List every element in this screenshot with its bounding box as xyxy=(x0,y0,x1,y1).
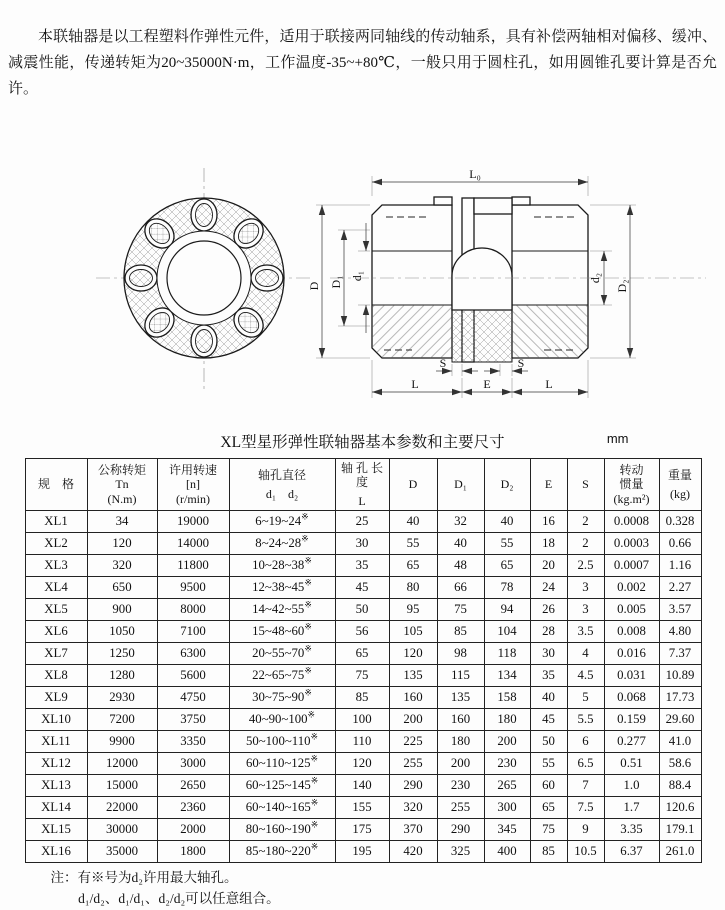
cell-inertia: 0.002 xyxy=(604,577,659,599)
cell-D: 200 xyxy=(389,709,437,731)
bore-max-mark: ※ xyxy=(304,665,312,676)
cell-D2: 118 xyxy=(484,643,530,665)
cell-bore: 22~65~75※ xyxy=(229,665,335,687)
cell-spec: XL8 xyxy=(25,665,87,687)
cell-inertia: 0.277 xyxy=(604,731,659,753)
cell-tn: 30000 xyxy=(87,819,157,841)
cell-D2: 345 xyxy=(484,819,530,841)
cell-E: 45 xyxy=(530,709,567,731)
table-row xyxy=(25,533,701,555)
table-row xyxy=(25,753,701,775)
cell-tn: 34 xyxy=(87,511,157,533)
cell-D1: 325 xyxy=(437,841,484,863)
cell-inertia: 0.0008 xyxy=(604,511,659,533)
cell-spec: XL3 xyxy=(25,555,87,577)
cell-D1: 85 xyxy=(437,621,484,643)
cell-S: 7 xyxy=(567,775,604,797)
cell-D2: 180 xyxy=(484,709,530,731)
right-hub-jaw xyxy=(512,197,530,205)
cell-n: 2650 xyxy=(157,775,229,797)
cell-bore: 6~19~24※ xyxy=(229,511,335,533)
cell-S: 3.5 xyxy=(567,621,604,643)
cell-D2: 55 xyxy=(484,533,530,555)
cell-L: 85 xyxy=(335,687,389,709)
cell-weight: 0.328 xyxy=(659,511,701,533)
cell-bore: 8~24~28※ xyxy=(229,533,335,555)
bore-max-mark: ※ xyxy=(304,555,312,566)
bore-max-mark: ※ xyxy=(304,599,312,610)
cell-inertia: 0.51 xyxy=(604,753,659,775)
cell-D1: 230 xyxy=(437,775,484,797)
cell-D2: 158 xyxy=(484,687,530,709)
cell-bore: 12~38~45※ xyxy=(229,577,335,599)
cell-bore: 60~140~165※ xyxy=(229,797,335,819)
cell-tn: 1050 xyxy=(87,621,157,643)
cell-E: 50 xyxy=(530,731,567,753)
cell-tn: 15000 xyxy=(87,775,157,797)
cell-inertia: 0.005 xyxy=(604,599,659,621)
cell-bore: 80~160~190※ xyxy=(229,819,335,841)
cell-spec: XL12 xyxy=(25,753,87,775)
col-D2: D₂ xyxy=(484,459,530,511)
cell-L: 155 xyxy=(335,797,389,819)
dim-label-L-left: L xyxy=(411,377,419,391)
coupling-drawing-svg xyxy=(0,160,725,422)
cell-spec: XL5 xyxy=(25,599,87,621)
dim-label-d1: d₁ xyxy=(350,270,364,282)
cell-S: 3 xyxy=(567,577,604,599)
cell-spec: XL7 xyxy=(25,643,87,665)
cell-D: 65 xyxy=(389,555,437,577)
bore-max-mark: ※ xyxy=(304,643,312,654)
cell-D2: 65 xyxy=(484,555,530,577)
cell-L: 195 xyxy=(335,841,389,863)
cell-tn: 900 xyxy=(87,599,157,621)
cell-D2: 300 xyxy=(484,797,530,819)
cell-inertia: 0.031 xyxy=(604,665,659,687)
table-row xyxy=(25,643,701,665)
col-D1: D₁ xyxy=(437,459,484,511)
cell-bore: 40~90~100※ xyxy=(229,709,335,731)
cell-L: 100 xyxy=(335,709,389,731)
cell-D: 135 xyxy=(389,665,437,687)
cell-n: 11800 xyxy=(157,555,229,577)
cell-D: 160 xyxy=(389,687,437,709)
cell-E: 20 xyxy=(530,555,567,577)
cell-inertia: 0.008 xyxy=(604,621,659,643)
cell-weight: 7.37 xyxy=(659,643,701,665)
cell-E: 24 xyxy=(530,577,567,599)
cell-weight: 17.73 xyxy=(659,687,701,709)
cell-E: 28 xyxy=(530,621,567,643)
cell-n: 3350 xyxy=(157,731,229,753)
cell-D: 120 xyxy=(389,643,437,665)
spider-arm xyxy=(474,198,512,214)
col-bore-length: 轴 孔 长 度 L xyxy=(335,459,389,511)
front-bore xyxy=(167,241,241,315)
bore-max-mark: ※ xyxy=(310,797,319,808)
dim-label-d2: d₂ xyxy=(588,272,602,284)
cell-D2: 200 xyxy=(484,731,530,753)
bore-max-mark: ※ xyxy=(301,511,309,522)
col-spec: 规 格 xyxy=(25,459,87,511)
cell-S: 5 xyxy=(567,687,604,709)
cell-S: 6 xyxy=(567,731,604,753)
cell-D1: 48 xyxy=(437,555,484,577)
cell-n: 2000 xyxy=(157,819,229,841)
cell-bore: 14~42~55※ xyxy=(229,599,335,621)
cell-D: 370 xyxy=(389,819,437,841)
cell-inertia: 6.37 xyxy=(604,841,659,863)
cell-n: 5600 xyxy=(157,665,229,687)
cell-L: 120 xyxy=(335,753,389,775)
cell-tn: 1280 xyxy=(87,665,157,687)
cell-spec: XL9 xyxy=(25,687,87,709)
cell-D: 290 xyxy=(389,775,437,797)
cell-tn: 7200 xyxy=(87,709,157,731)
footnote-line-1: 注：有※号为d₂许用最大轴孔。 xyxy=(50,870,238,886)
dim-label-D2: D₂ xyxy=(615,279,629,293)
cell-weight: 4.80 xyxy=(659,621,701,643)
cell-bore: 30~75~90※ xyxy=(229,687,335,709)
cell-n: 1800 xyxy=(157,841,229,863)
col-bore-diameter: 轴孔直径 d₁ d₂ xyxy=(229,459,335,511)
cell-S: 2 xyxy=(567,511,604,533)
cell-D: 255 xyxy=(389,753,437,775)
cell-E: 35 xyxy=(530,665,567,687)
bore-max-mark: ※ xyxy=(310,841,319,852)
cell-L: 56 xyxy=(335,621,389,643)
cell-n: 8000 xyxy=(157,599,229,621)
cell-L: 50 xyxy=(335,599,389,621)
cell-D1: 40 xyxy=(437,533,484,555)
cell-S: 2.5 xyxy=(567,555,604,577)
table-row xyxy=(25,775,701,797)
cell-tn: 9900 xyxy=(87,731,157,753)
cell-n: 3000 xyxy=(157,753,229,775)
dim-label-D1: D₁ xyxy=(329,275,343,289)
cell-D2: 400 xyxy=(484,841,530,863)
cell-E: 65 xyxy=(530,797,567,819)
table-title-row xyxy=(25,422,701,458)
cell-D: 40 xyxy=(389,511,437,533)
cell-E: 75 xyxy=(530,819,567,841)
cell-inertia: 0.159 xyxy=(604,709,659,731)
cell-spec: XL14 xyxy=(25,797,87,819)
cell-D: 80 xyxy=(389,577,437,599)
cell-S: 7.5 xyxy=(567,797,604,819)
cell-D2: 230 xyxy=(484,753,530,775)
cell-n: 19000 xyxy=(157,511,229,533)
cell-n: 14000 xyxy=(157,533,229,555)
cell-tn: 35000 xyxy=(87,841,157,863)
table-body xyxy=(25,511,701,863)
cell-D1: 160 xyxy=(437,709,484,731)
cell-S: 2 xyxy=(567,533,604,555)
cell-D1: 290 xyxy=(437,819,484,841)
cell-D1: 255 xyxy=(437,797,484,819)
cell-tn: 1250 xyxy=(87,643,157,665)
cell-L: 35 xyxy=(335,555,389,577)
table-row xyxy=(25,797,701,819)
cell-n: 2360 xyxy=(157,797,229,819)
col-S: S xyxy=(567,459,604,511)
table-row xyxy=(25,599,701,621)
cell-D: 95 xyxy=(389,599,437,621)
cell-L: 30 xyxy=(335,533,389,555)
dim-label-L0: L₀ xyxy=(469,167,481,181)
cell-E: 26 xyxy=(530,599,567,621)
cell-spec: XL11 xyxy=(25,731,87,753)
cell-D2: 94 xyxy=(484,599,530,621)
unit-label: mm xyxy=(606,431,629,446)
bore-max-mark: ※ xyxy=(310,753,319,764)
cell-weight: 29.60 xyxy=(659,709,701,731)
cell-E: 40 xyxy=(530,687,567,709)
cell-bore: 60~110~125※ xyxy=(229,753,335,775)
cell-n: 6300 xyxy=(157,643,229,665)
col-speed: 许用转速 [n] (r/min) xyxy=(157,459,229,511)
cell-D1: 135 xyxy=(437,687,484,709)
cell-weight: 3.57 xyxy=(659,599,701,621)
cell-weight: 2.27 xyxy=(659,577,701,599)
bore-max-mark: ※ xyxy=(310,775,319,786)
cell-L: 110 xyxy=(335,731,389,753)
cell-L: 140 xyxy=(335,775,389,797)
section-hatching xyxy=(372,305,588,362)
cell-tn: 320 xyxy=(87,555,157,577)
elastomer-dome xyxy=(452,248,512,310)
cell-weight: 88.4 xyxy=(659,775,701,797)
cell-weight: 179.1 xyxy=(659,819,701,841)
left-hub-jaw xyxy=(434,197,452,205)
cell-inertia: 3.35 xyxy=(604,819,659,841)
parameter-table-section xyxy=(25,422,701,910)
cell-weight: 261.0 xyxy=(659,841,701,863)
table-row xyxy=(25,621,701,643)
cell-D2: 265 xyxy=(484,775,530,797)
cell-L: 75 xyxy=(335,665,389,687)
cell-S: 5.5 xyxy=(567,709,604,731)
cell-bore: 10~28~38※ xyxy=(229,555,335,577)
intro-paragraph: 本联轴器是以工程塑料作弹性元件，适用于联接两同轴线的传动轴系，具有补偿两轴相对偏移、缓冲、减震性能，传递转矩为20~35000N·m，工作温度-35~+80℃，一般只用于圆柱孔，如用圆锥孔要计算是否允许。 xyxy=(8,29,717,97)
cell-weight: 0.66 xyxy=(659,533,701,555)
cell-S: 9 xyxy=(567,819,604,841)
cell-inertia: 1.0 xyxy=(604,775,659,797)
cell-D2: 134 xyxy=(484,665,530,687)
footnotes xyxy=(25,863,701,910)
dim-label-S-left: S xyxy=(439,356,447,370)
cell-D: 420 xyxy=(389,841,437,863)
cell-tn: 2930 xyxy=(87,687,157,709)
dim-label-S-right: S xyxy=(517,356,525,370)
bore-max-mark: ※ xyxy=(307,709,316,720)
cell-inertia: 0.0003 xyxy=(604,533,659,555)
table-header-row xyxy=(25,459,701,511)
cell-tn: 120 xyxy=(87,533,157,555)
cell-D1: 75 xyxy=(437,599,484,621)
cell-n: 7100 xyxy=(157,621,229,643)
table-row xyxy=(25,555,701,577)
table-title: XL型星形弹性联轴器基本参数和主要尺寸 xyxy=(220,434,505,451)
cell-spec: XL1 xyxy=(25,511,87,533)
bore-max-mark: ※ xyxy=(304,687,312,698)
cell-tn: 650 xyxy=(87,577,157,599)
bore-max-mark: ※ xyxy=(304,577,312,588)
parameter-table xyxy=(25,458,702,863)
cell-S: 4.5 xyxy=(567,665,604,687)
dim-label-D: D xyxy=(307,281,321,291)
cell-weight: 1.16 xyxy=(659,555,701,577)
cell-D2: 104 xyxy=(484,621,530,643)
bore-max-mark: ※ xyxy=(310,731,319,742)
cell-bore: 85~180~220※ xyxy=(229,841,335,863)
cell-weight: 58.6 xyxy=(659,753,701,775)
cell-tn: 12000 xyxy=(87,753,157,775)
cell-E: 18 xyxy=(530,533,567,555)
cell-weight: 41.0 xyxy=(659,731,701,753)
cell-S: 10.5 xyxy=(567,841,604,863)
dim-label-L-right: L xyxy=(545,377,553,391)
cell-L: 175 xyxy=(335,819,389,841)
cell-D: 320 xyxy=(389,797,437,819)
cell-inertia: 0.016 xyxy=(604,643,659,665)
table-row xyxy=(25,731,701,753)
col-inertia: 转动 惯量 (kg.m²) xyxy=(604,459,659,511)
cell-D1: 180 xyxy=(437,731,484,753)
cell-n: 4750 xyxy=(157,687,229,709)
cell-spec: XL16 xyxy=(25,841,87,863)
table-row xyxy=(25,841,701,863)
cell-inertia: 0.0007 xyxy=(604,555,659,577)
cell-D: 225 xyxy=(389,731,437,753)
table-row xyxy=(25,577,701,599)
cell-D1: 66 xyxy=(437,577,484,599)
cell-spec: XL6 xyxy=(25,621,87,643)
table-row xyxy=(25,511,701,533)
col-torque: 公称转矩 Tn (N.m) xyxy=(87,459,157,511)
cell-D2: 78 xyxy=(484,577,530,599)
cell-inertia: 0.068 xyxy=(604,687,659,709)
cell-D1: 200 xyxy=(437,753,484,775)
cell-weight: 10.89 xyxy=(659,665,701,687)
cell-S: 4 xyxy=(567,643,604,665)
cell-tn: 22000 xyxy=(87,797,157,819)
cell-spec: XL10 xyxy=(25,709,87,731)
front-view xyxy=(96,168,314,392)
cell-L: 45 xyxy=(335,577,389,599)
cell-spec: XL13 xyxy=(25,775,87,797)
cell-spec: XL2 xyxy=(25,533,87,555)
cell-bore: 15~48~60※ xyxy=(229,621,335,643)
table-row xyxy=(25,709,701,731)
cell-bore: 50~100~110※ xyxy=(229,731,335,753)
cell-bore: 60~125~145※ xyxy=(229,775,335,797)
cell-D1: 98 xyxy=(437,643,484,665)
cell-D: 55 xyxy=(389,533,437,555)
cell-spec: XL4 xyxy=(25,577,87,599)
col-D: D xyxy=(389,459,437,511)
coupling-drawing xyxy=(0,160,725,422)
cell-S: 6.5 xyxy=(567,753,604,775)
dim-label-E: E xyxy=(483,377,491,391)
cell-D: 105 xyxy=(389,621,437,643)
cell-E: 85 xyxy=(530,841,567,863)
elastomer-section xyxy=(452,310,512,362)
cell-weight: 120.6 xyxy=(659,797,701,819)
bore-max-mark: ※ xyxy=(301,533,309,544)
cell-D2: 40 xyxy=(484,511,530,533)
footnote-line-2: d₁/d₂、d₁/d₁、d₂/d₂可以任意组合。 xyxy=(78,891,280,907)
cell-E: 55 xyxy=(530,753,567,775)
cell-E: 16 xyxy=(530,511,567,533)
cell-bore: 20~55~70※ xyxy=(229,643,335,665)
cell-inertia: 1.7 xyxy=(604,797,659,819)
table-row xyxy=(25,687,701,709)
bore-max-mark: ※ xyxy=(304,621,312,632)
table-row xyxy=(25,819,701,841)
cell-L: 65 xyxy=(335,643,389,665)
cell-n: 9500 xyxy=(157,577,229,599)
cell-S: 3 xyxy=(567,599,604,621)
table-row xyxy=(25,665,701,687)
col-E: E xyxy=(530,459,567,511)
cell-D1: 32 xyxy=(437,511,484,533)
cell-n: 3750 xyxy=(157,709,229,731)
cell-E: 30 xyxy=(530,643,567,665)
cell-E: 60 xyxy=(530,775,567,797)
col-weight: 重量 (kg) xyxy=(659,459,701,511)
cell-D1: 115 xyxy=(437,665,484,687)
cell-spec: XL15 xyxy=(25,819,87,841)
side-section-view xyxy=(307,167,706,398)
bore-max-mark: ※ xyxy=(310,819,319,830)
cell-L: 25 xyxy=(335,511,389,533)
